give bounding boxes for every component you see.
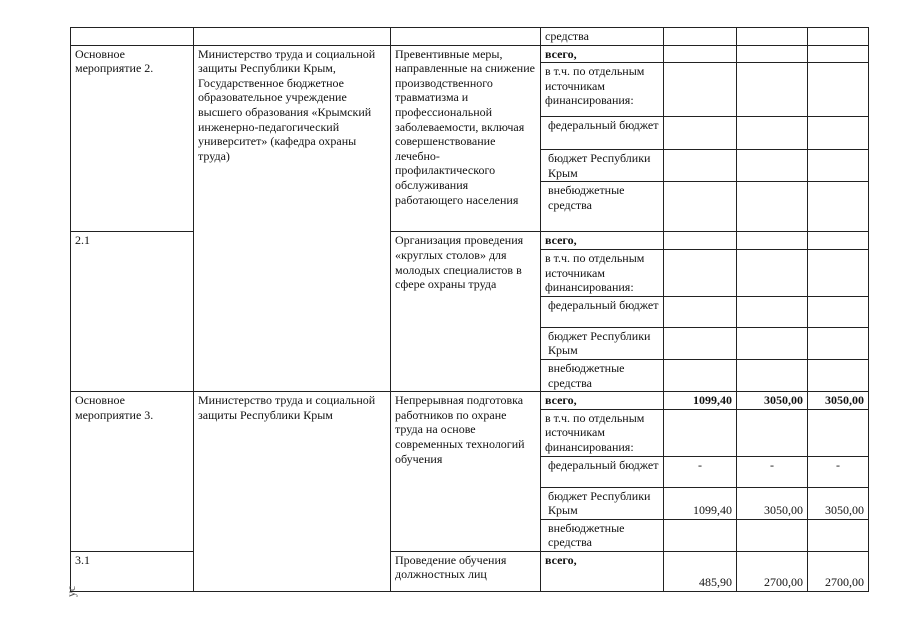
table-row bbox=[71, 28, 869, 46]
value-cell: - bbox=[808, 456, 869, 487]
source-label: всего, bbox=[541, 392, 664, 410]
value-cell: 3050,00 bbox=[737, 392, 808, 410]
source-label: в т.ч. по отдельным источникам финансирования: bbox=[541, 409, 664, 456]
margin-handwritten-mark: ус bbox=[64, 585, 79, 598]
source-label: в т.ч. по отдельным источникам финансирования: bbox=[541, 249, 664, 296]
source-label: всего, bbox=[541, 45, 664, 63]
source-label: бюджет Республики Крым bbox=[541, 327, 664, 359]
source-label: средства bbox=[541, 28, 664, 46]
value-cell: 1099,40 bbox=[664, 392, 737, 410]
measure-number: 2.1 bbox=[71, 232, 194, 392]
executor-cell: Министерство труда и социальной защиты Республики Крым, Государственное бюджетное образовательное учреждение высшего образования «Крымский инженерно-педагогический университет» (кафедра охраны труда) bbox=[194, 45, 391, 392]
value-cell: 3050,00 bbox=[737, 487, 808, 519]
value-cell: - bbox=[737, 456, 808, 487]
value-cell: 1099,40 bbox=[664, 487, 737, 519]
measure-number: Основное мероприятие 2. bbox=[71, 45, 194, 232]
table-row bbox=[71, 232, 869, 250]
measure-name: Непрерывная подготовка работников по охране труда на основе современных технологий обучения bbox=[391, 392, 541, 552]
value-cell: 485,90 bbox=[664, 551, 737, 591]
source-label: федеральный бюджет bbox=[541, 456, 664, 487]
measure-name: Организация проведения «круглых столов» для молодых специалистов в сфере охраны труда bbox=[391, 232, 541, 392]
source-label: всего, bbox=[541, 551, 664, 591]
measure-name: Превентивные меры, направленные на снижение производственного травматизма и профессиональной заболеваемости, включая совершенствование лечебно-профилактического обслуживания работающего населения bbox=[391, 45, 541, 232]
table-row bbox=[71, 392, 869, 410]
source-label: федеральный бюджет bbox=[541, 296, 664, 327]
program-financing-table bbox=[70, 27, 869, 592]
source-label: бюджет Республики Крым bbox=[541, 150, 664, 182]
value-cell: - bbox=[664, 456, 737, 487]
table-row bbox=[71, 45, 869, 63]
value-cell: 2700,00 bbox=[808, 551, 869, 591]
table-row bbox=[71, 551, 869, 591]
source-label: внебюджетные средства bbox=[541, 359, 664, 391]
source-label: в т.ч. по отдельным источникам финансирования: bbox=[541, 63, 664, 117]
value-cell: 3050,00 bbox=[808, 487, 869, 519]
source-label: внебюджетные средства bbox=[541, 519, 664, 551]
source-label: федеральный бюджет bbox=[541, 117, 664, 150]
value-cell: 3050,00 bbox=[808, 392, 869, 410]
value-cell: 2700,00 bbox=[737, 551, 808, 591]
source-label: всего, bbox=[541, 232, 664, 250]
measure-number: 3.1 bbox=[71, 551, 194, 591]
source-label: внебюджетные средства bbox=[541, 182, 664, 232]
measure-number: Основное мероприятие 3. bbox=[71, 392, 194, 552]
measure-name: Проведение обучения должностных лиц bbox=[391, 551, 541, 591]
executor-cell: Министерство труда и социальной защиты Республики Крым bbox=[194, 392, 391, 592]
source-label: бюджет Республики Крым bbox=[541, 487, 664, 519]
